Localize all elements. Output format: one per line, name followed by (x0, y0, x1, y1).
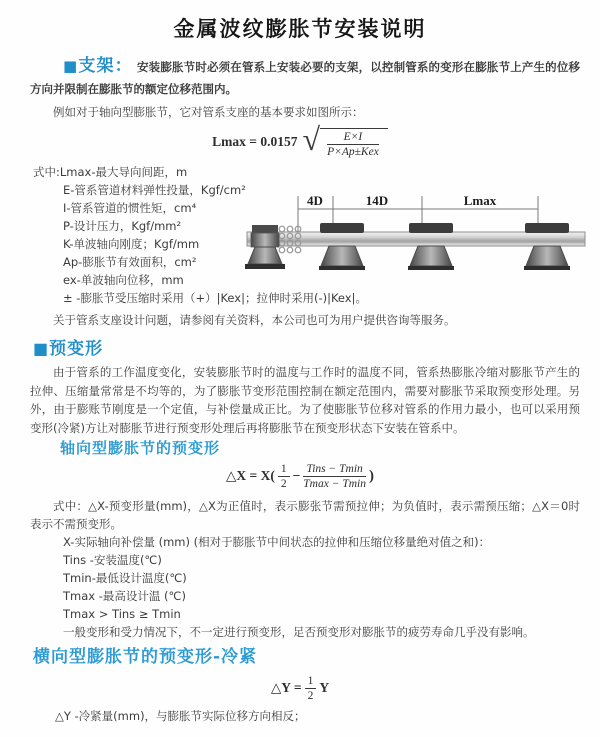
definition-line: 式中:Lmax-最大导向间距，m (33, 165, 188, 179)
predeform-section-heading: ■预变形 (33, 339, 104, 359)
axial-explain-paragraph: 式中：△X-预变形量(mm)，△X为正值时，表示膨张节需预拉伸；为负值时，表示需预压缩；△X＝0时表示不需预变形。 (30, 499, 580, 531)
definition-line: Ap-膨胀节有效面积，cm² (63, 255, 197, 269)
lmax-formula-numerator: E×I (327, 131, 379, 145)
definition-line: Tmax -最高设计温 (℃) (63, 589, 186, 603)
definition-line: Tmax > Tins ≥ Tmin (63, 607, 181, 621)
consult-line: 关于管系支座设计问题，请参阅有关资料，本公司也可为用户提供咨询等服务。 (53, 313, 456, 327)
axial-formula (0, 459, 600, 493)
support-example-line: 例如对于轴向型膨胀节，它对管系支座的基本要求如图所示： (53, 105, 364, 119)
axial-explanation-block (30, 497, 580, 641)
lateral-formula-rhs: Y (319, 680, 330, 695)
lateral-subsection-heading: 横向型膨胀节的预变形-冷紧 (33, 647, 258, 667)
minus-sign: − (292, 468, 301, 483)
definition-line: K-单波轴向刚度；Kgf/mm (63, 237, 200, 251)
axial-formula-lhs: △X = X( (226, 468, 275, 483)
axial-note-line: 一般变形和受力情况下，不一定进行预变形，足否预变形对膨胀节的疲劳寿命几乎没有影响。 (63, 625, 535, 639)
support-section-paragraph (30, 55, 580, 100)
close-paren: ) (369, 467, 374, 484)
page-title: 金属波纹膨胀节安装说明 (173, 17, 427, 41)
definition-line: I-管系管道的惯性矩，cm⁴ (63, 201, 197, 215)
definition-line: E-管系管道材料弹性投量，Kgf/cm² (63, 183, 246, 197)
sqrt-radical (302, 121, 388, 158)
one-half-fraction: $\frac{1}{2}$ (278, 463, 290, 490)
definition-line: Tins -安装温度(℃) (63, 553, 162, 567)
lateral-formula (0, 671, 600, 705)
definition-line: X-实际轴向补偿量 (mm) (相对于膨胀节中间状态的拉伸和压缩位移量绝对值之和)： (63, 535, 491, 549)
support-section-heading: 支架： (78, 56, 133, 76)
support-section-intro: 安装膨胀节时必须在管系上安装必要的支架，以控制管系的变形在膨胀节上产生的位移方向并限制在膨胀节的额定位移范围内。 (30, 60, 580, 96)
definition-line: ex-单波轴向位移，mm (63, 273, 184, 287)
lmax-formula-lhs: Lmax = 0.0157 (212, 134, 298, 149)
predeform-section-body: 由于管系的工作温度变化，安装膨胀节时的温度与工作时的温度不同，管系热膨胀冷缩对膨胀节产生的拉伸、压缩量常常是不均等的，为了膨胀节变形范围控制在额定范围内，需要对膨胀节采取预变形处理。另外，由于膨账节刚度是一个定值，与补偿量成正比。为了使膨胀节位移对管系的作用力最小，也可以采用预变形(冷紧)方让对膨胀节进行预变形处理后再将膨胀节在预变形状态下安装在管系中。 (30, 365, 580, 435)
definition-line: Tmin-最低设计温度(℃) (63, 571, 187, 585)
symbol-definitions-list (33, 163, 600, 307)
blue-square-icon: ■ (63, 57, 78, 75)
lateral-note-line: △Y -冷紧量(mm)，与膨胀节实际位移方向相反； (55, 709, 306, 723)
dim-label-4d: 4D (307, 193, 323, 208)
lmax-formula (0, 121, 600, 160)
temperature-fraction: $\frac{\text{Tins − Tmin}}{Tmax - Tmin}$ (303, 462, 366, 490)
lmax-formula-denominator: P×Ap±Kex (327, 146, 379, 158)
dim-label-14d: 14D (365, 193, 389, 208)
definition-line-plus-minus: ± -膨胀节受压缩时采用（+）|Kex|；拉伸时采用(-)|Kex|。 (63, 291, 367, 305)
lateral-formula-lhs: △Y = (270, 680, 302, 695)
blue-square-icon: ■ (33, 339, 49, 358)
dim-label-lmax: Lmax (463, 193, 497, 208)
axial-subsection-heading: 轴向型膨胀节的预变形 (60, 439, 221, 457)
one-half-fraction: $\frac{1}{2}$ (305, 675, 317, 702)
sqrt-sign-icon: √ (302, 121, 321, 157)
lmax-formula-fraction (327, 131, 379, 158)
definition-line: P-设计压力，Kgf/mm² (63, 219, 182, 233)
